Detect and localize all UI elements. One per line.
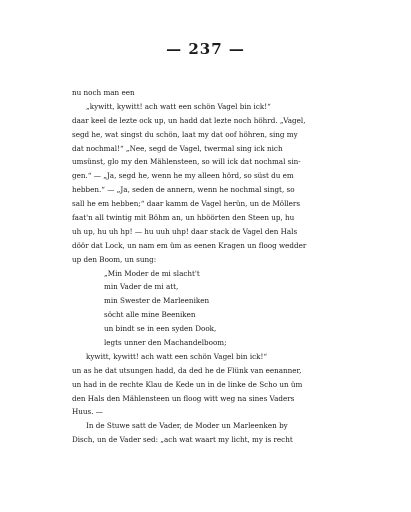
verse-line: legts unner den Machandelboom; (104, 338, 227, 348)
verse-line: min Vader de mi att, (104, 282, 179, 292)
text-line: nu noch man een (72, 88, 135, 97)
verse-line: „Min Moder de mi slacht't (104, 268, 200, 278)
text-line: uh up, hu uh hp! — hu uuh uhp! daar stack de Vagel den Hals (72, 226, 298, 236)
text-line: gen.“ — „Ja, segd he, wenn he my alleen hörd, so süst du em (72, 171, 294, 181)
text-line: Huus. — (72, 407, 103, 417)
page-number: — 237 — (166, 40, 245, 58)
text-line: Disch, un de Vader sed: „ach wat waart my licht, my is recht (72, 435, 293, 445)
text-line: un had in de rechte Klau de Kede un in de linke de Scho un üm (72, 379, 303, 389)
text-line: daar keel de lezte ock up, un hadd dat lezte noch höhrd. „Vagel, (72, 115, 306, 125)
body-text (72, 86, 392, 447)
text-line: un as he dat utsungen hadd, da ded he de Flünk van eenanner, (72, 365, 302, 375)
text-line: umsünst, glo my den Mählensteen, so will ick dat nochmal sin- (72, 157, 301, 167)
text-line: den Hals den Mählensteen un floog witt weg na sines Vaders (72, 393, 295, 403)
text-line: sall he em hebben;“ daar kamm de Vagel herün, un de Möllers (72, 199, 301, 209)
text-line: faat'n all twintig mit Böhm an, un hböörten den Steen up, hu (72, 213, 295, 223)
text-line: In de Stuwe satt de Vader, de Moder un Marleenken by (86, 421, 288, 431)
verse-line: kywitt, kywitt! ach watt een schön Vagel bin ick!“ (86, 351, 268, 361)
text-line: „kywitt, kywitt! ach watt een schön Vagel bin ick!“ (86, 101, 271, 111)
verse-line: un bindt se in een syden Dook, (104, 324, 217, 334)
verse-line: min Swester de Marleeniken (104, 296, 210, 306)
text-line: dat nochmal!“ „Nee, segd de Vagel, twermal sing ick nich (72, 143, 283, 153)
text-line: hebben.“ — „Ja, seden de annern, wenn he nochmal singt, so (72, 185, 295, 195)
text-line: up den Boom, un sung: (72, 254, 157, 264)
text-line: döör dat Lock, un nam em üm as eenen Kragen un floog wedder (72, 240, 307, 250)
verse-line: söcht alle mine Beeniken (104, 310, 196, 320)
text-line: segd he, wat singst du schön, laat my dat oof höhren, sing my (72, 129, 298, 139)
